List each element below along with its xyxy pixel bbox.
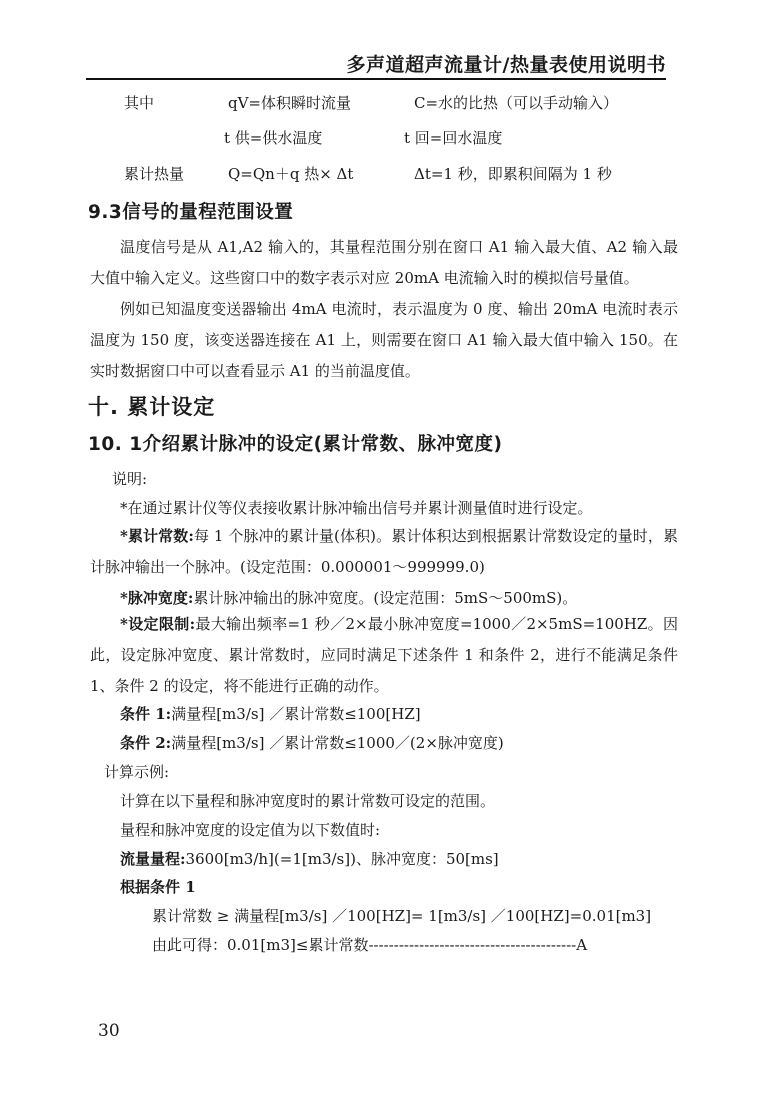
flow-range-label: 流量量程:: [120, 850, 186, 868]
condition-2-label: 条件 2:: [120, 734, 172, 752]
section-9-3-paragraph-2: 例如已知温度变送器输出 4mA 电流时，表示温度为 0 度、输出 20mA 电流时表示温度为 150 度，该变送器连接在 A1 上，则需要在窗口 A1 输入最大值中输入 150。在实时数据窗口中可以查看显示 A1 的当前温度值。: [90, 300, 678, 380]
condition-2-line: [120, 732, 504, 753]
note-label: 说明:: [112, 470, 148, 488]
section-10-1-heading: 10. 1介绍累计脉冲的设定(累计常数、脉冲宽度): [88, 434, 503, 455]
formula-t-supply: t 供=供水温度: [224, 129, 323, 147]
example-line-1: 计算在以下量程和脉冲宽度时的累计常数可设定的范围。: [120, 792, 496, 810]
condition-1-label: 条件 1:: [120, 705, 172, 723]
calculation-line-1: 累计常数 ≥ 满量程[m3/s] ／100[HZ]= 1[m3/s] ／100[HZ]=0.01[m3]: [152, 907, 652, 925]
accum-constant-label: *累计常数:: [120, 527, 194, 545]
note-line-1: *在通过累计仪等仪表接收累计脉冲输出信号并累计测量值时进行设定。: [120, 499, 593, 517]
page-number: 30: [98, 1021, 120, 1041]
setting-limit-paragraph: [90, 609, 678, 702]
formula-c: C=水的比热（可以手动输入）: [414, 94, 619, 112]
section-9-3-heading: 9.3信号的量程范围设置: [88, 202, 294, 223]
formula-delta-t: Δt=1 秒，即累积间隔为 1 秒: [414, 165, 612, 183]
pulse-width-text: 累计脉冲输出的脉冲宽度。(设定范围：5mS～500mS)。: [193, 589, 578, 607]
flow-range-text: 3600[m3/h](=1[m3/s])、脉冲宽度：50[ms]: [185, 850, 499, 868]
pulse-width-label: *脉冲宽度:: [120, 589, 194, 607]
section-9-3-paragraph-1: 温度信号是从 A1,A2 输入的，其量程范围分别在窗口 A1 输入最大值、A2 输入最大值中输入定义。这些窗口中的数字表示对应 20mA 电流输入时的模拟信号量值。: [90, 238, 678, 287]
header-divider: [86, 78, 666, 80]
setting-limit-label: *设定限制:: [120, 615, 196, 633]
example-label: 计算示例:: [104, 763, 170, 781]
accum-constant-paragraph: [90, 521, 678, 583]
condition-1-line: [120, 703, 421, 724]
by-condition-1: 根据条件 1: [120, 878, 196, 896]
example-line-2: 量程和脉冲宽度的设定值为以下数值时:: [120, 821, 381, 839]
formula-t-return: t 回=回水温度: [404, 129, 503, 147]
section-10-heading: 十. 累计设定: [88, 395, 216, 419]
condition-2-text: 满量程[m3/s] ／累计常数≤1000／(2×脉冲宽度): [171, 734, 504, 752]
formula-q: Q=Qn＋q 热× Δt: [228, 165, 354, 183]
setting-limit-text: 最大输出频率=1 秒／2×最小脉冲宽度=1000／2×5mS=100HZ。因此，设定脉冲宽度、累计常数时，应同时满足下述条件 1 和条件 2，进行不能满足条件 1、条件 2 的设定，将不能进行正确的动作。: [90, 615, 678, 695]
flow-range-line: [120, 848, 499, 869]
formula-qv: qV=体积瞬时流量: [228, 94, 352, 112]
formula-label-where: 其中: [124, 94, 155, 112]
pulse-width-line: [120, 587, 577, 608]
header-title: 多声道超声流量计/热量表使用说明书: [346, 54, 666, 76]
formula-label-accum-heat: 累计热量: [124, 165, 185, 183]
calculation-line-2: 由此可得：0.01[m3]≤累计常数-----------------------------------------A: [152, 936, 588, 954]
condition-1-text: 满量程[m3/s] ／累计常数≤100[HZ]: [171, 705, 421, 723]
accum-constant-text: 每 1 个脉冲的累计量(体积)。累计体积达到根据累计常数设定的量时，累计脉冲输出一个脉冲。(设定范围：0.000001～999999.0): [90, 527, 678, 576]
